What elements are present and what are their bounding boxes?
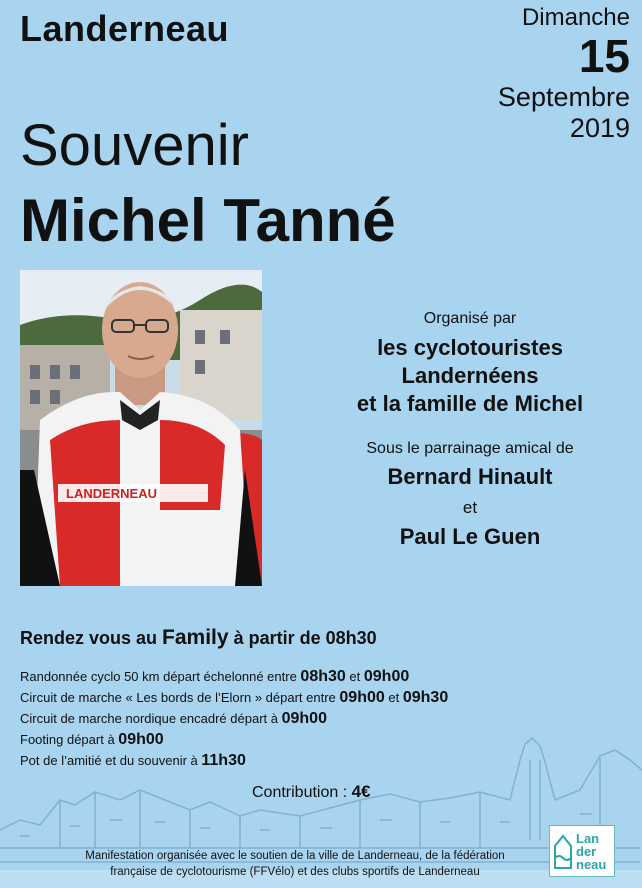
contribution-label: Contribution : bbox=[252, 784, 352, 801]
contribution-amount: 4€ bbox=[351, 782, 371, 801]
event-date bbox=[498, 4, 630, 144]
logo-text-line: Lan bbox=[576, 831, 600, 846]
date-year: 2019 bbox=[569, 113, 630, 143]
meeting-text: Rendez vous au bbox=[20, 628, 163, 648]
logo-text-line: neau bbox=[576, 857, 607, 872]
activity-item: Circuit de marche nordique encadré départ à 09h00 bbox=[20, 710, 327, 727]
date-month: Septembre bbox=[497, 82, 630, 112]
activities-list bbox=[20, 666, 448, 771]
patron-name-2: Paul Le Guen bbox=[399, 524, 541, 549]
activity-item: Circuit de marche « Les bords de l’Elorn » départ entre 09h00 et 09h30 bbox=[20, 689, 449, 706]
organizer-line: Landernéens bbox=[401, 363, 539, 388]
date-day-number: 15 bbox=[578, 30, 630, 82]
meeting-place: Family bbox=[162, 626, 229, 649]
patron-name-1: Bernard Hinault bbox=[387, 464, 553, 489]
footer-line: française de cyclotourisme (FFVélo) et des clubs sportifs de Landerneau bbox=[110, 866, 480, 878]
landerneau-logo bbox=[549, 825, 615, 877]
activity-item: Footing départ à 09h00 bbox=[20, 731, 164, 748]
town-name: Landerneau bbox=[20, 8, 230, 49]
organized-by-label: Organisé par bbox=[423, 310, 517, 327]
logo-building-icon bbox=[553, 832, 573, 870]
cyclist-photo bbox=[20, 270, 262, 586]
activity-item: Pot de l’amitié et du souvenir à 11h30 bbox=[20, 752, 246, 769]
meeting-time: à partir de 08h30 bbox=[228, 628, 377, 648]
date-day-name: Dimanche bbox=[521, 4, 630, 31]
title-honoree-name: Michel Tanné bbox=[20, 187, 396, 254]
organizers-block bbox=[300, 310, 640, 550]
footer-notice bbox=[40, 848, 550, 880]
meeting-point bbox=[20, 626, 377, 650]
patron-conjunction: et bbox=[462, 498, 478, 517]
contribution-line bbox=[252, 782, 371, 802]
logo-text-line: der bbox=[576, 844, 597, 859]
organizer-line: les cyclotouristes bbox=[377, 335, 563, 360]
footer-line: Manifestation organisée avec le soutien de la ville de Landerneau, de la fédération bbox=[85, 850, 505, 862]
svg-text:LANDERNEAU: LANDERNEAU bbox=[66, 486, 157, 501]
organizer-line: et la famille de Michel bbox=[356, 391, 584, 416]
activity-item: Randonnée cyclo 50 km départ échelonné entre 08h30 et 09h00 bbox=[20, 668, 410, 685]
title-souvenir: Souvenir bbox=[20, 113, 249, 178]
patronage-label: Sous le parrainage amical de bbox=[366, 440, 574, 457]
